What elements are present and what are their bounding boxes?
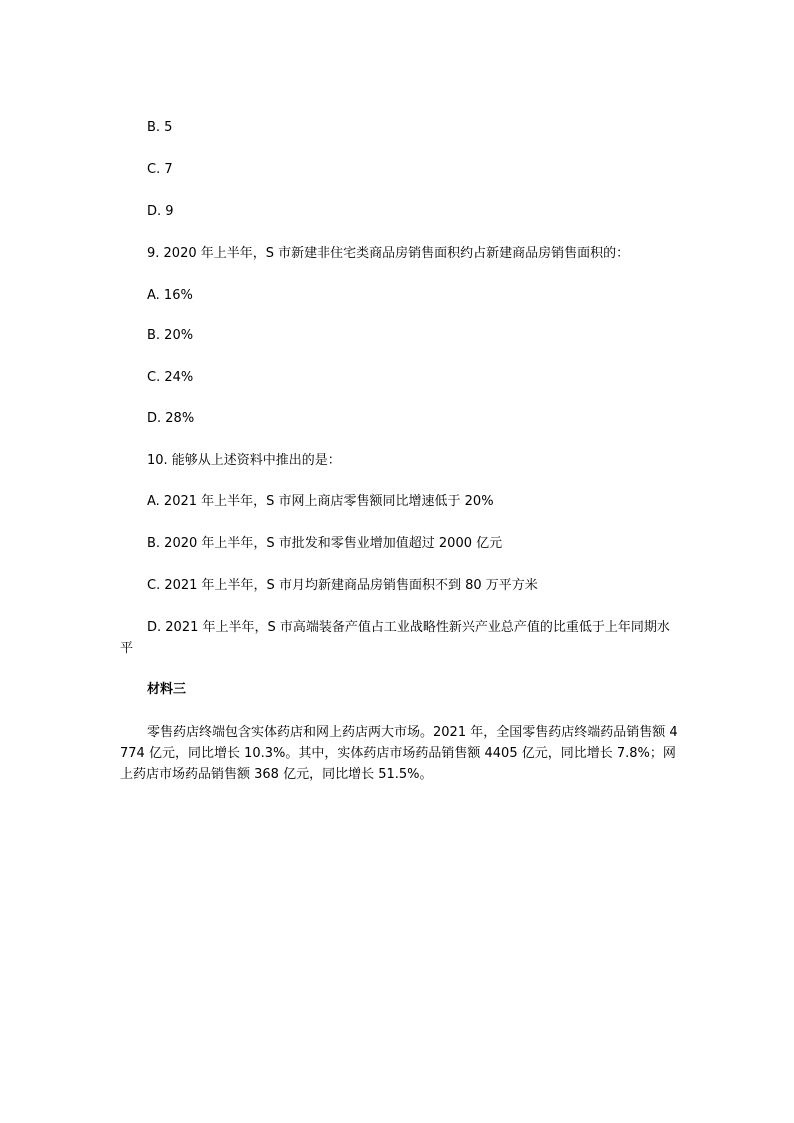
q10-stem: 10. 能够从上述资料中推出的是： xyxy=(147,453,341,468)
q8-option-d: D. 9 xyxy=(147,204,174,219)
q8-option-c: C. 7 xyxy=(147,162,173,177)
q9-option-c: C. 24% xyxy=(147,370,194,385)
q10-option-a: A. 2021 年上半年，S 市网上商店零售额同比增速低于 20% xyxy=(147,494,494,509)
q10-option-b: B. 2020 年上半年，S 市批发和零售业增加值超过 2000 亿元 xyxy=(147,536,503,551)
q9-option-d: D. 28% xyxy=(147,411,195,426)
material3-paragraph: 零售药店终端包含实体药店和网上药店两大市场。2021 年，全国零售药店终端药品销售额 4774 亿元，同比增长 10.3%。其中，实体药店市场药品销售额 4405 亿元，同比增长 7.8%；网上药店市场药品销售额 368 亿元，同比增长 51.5%。 xyxy=(120,725,678,782)
q9-option-b: B. 20% xyxy=(147,328,194,343)
material3-heading: 材料三 xyxy=(147,682,187,697)
q9-stem: 9. 2020 年上半年，S 市新建非住宅类商品房销售面积约占新建商品房销售面积的： xyxy=(147,246,630,261)
q10-option-c: C. 2021 年上半年，S 市月均新建商品房销售面积不到 80 万平方米 xyxy=(147,578,538,593)
q10-option-d: D. 2021 年上半年，S 市高端装备产值占工业战略性新兴产业总产值的比重低于上年同期水平 xyxy=(120,620,670,656)
q9-option-a: A. 16% xyxy=(147,288,193,303)
q8-option-b: B. 5 xyxy=(147,120,173,135)
